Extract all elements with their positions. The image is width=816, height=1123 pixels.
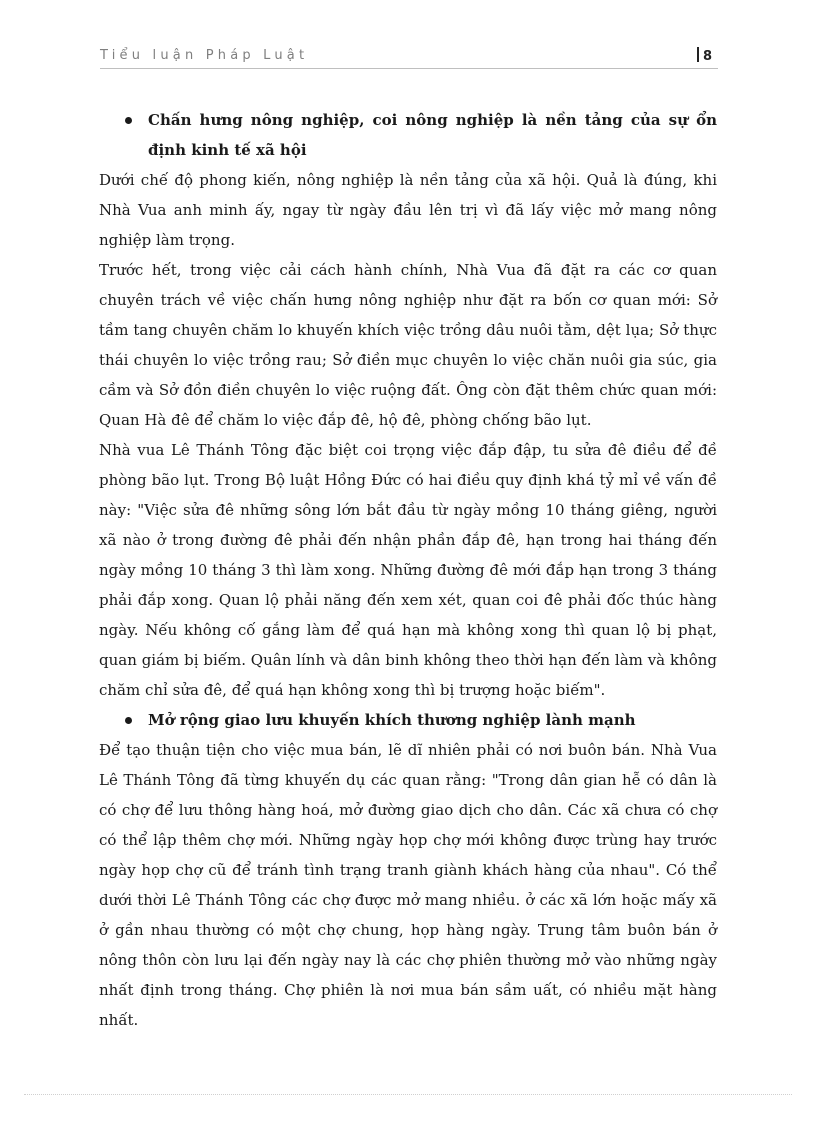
- page-number-value: 8: [702, 49, 712, 64]
- section-heading-text: Chấn hưng nông nghiệp, coi nông nghiệp là nền tảng của sự ổn định kinh tế xã hội: [148, 111, 717, 159]
- page-number-divider: [697, 47, 699, 62]
- page-number: [697, 47, 712, 64]
- paragraph: Nhà vua Lê Thánh Tông đặc biệt coi trọng việc đắp đập, tu sửa đê điều để đề phòng bão lụt. Trong Bộ luật Hồng Đức có hai điều quy định khá tỷ mỉ về vấn đề này: "Việc sửa đê những sông lớn bắt đầu từ ngày mồng 10 tháng giêng, người xã nào ở trong đường đê phải đến nhận phần đắp đê, hạn trong hai tháng đến ngày mồng 10 tháng 3 thì làm xong. Những đường đê mới đắp hạn trong 3 tháng phải đắp xong. Quan lộ phải năng đến xem xét, quan coi đê phải đốc thúc hàng ngày. Nếu không cố gắng làm để quá hạn mà không xong thì quan lộ bị phạt, quan giám bị biếm. Quân lính và dân binh không theo thời hạn đến làm và không chăm chỉ sửa đê, để quá hạn không xong thì bị trượng hoặc biếm".: [99, 441, 717, 699]
- paragraph: Dưới chế độ phong kiến, nông nghiệp là nền tảng của xã hội. Quả là đúng, khi Nhà Vua anh minh ấy, ngay từ ngày đầu lên trị vì đã lấy việc mở mang nông nghiệp làm trọng.: [99, 171, 717, 249]
- section-heading-agriculture: [99, 105, 717, 165]
- document-body: [99, 105, 717, 1035]
- bullet-icon: [125, 117, 132, 124]
- paragraph: Để tạo thuận tiện cho việc mua bán, lẽ dĩ nhiên phải có nơi buôn bán. Nhà Vua Lê Thánh Tông đã từng khuyến dụ các quan rằng: "Trong dân gian hễ có dân là có chợ để lưu thông hàng hoá, mở đường giao dịch cho dân. Các xã chưa có chợ có thể lập thêm chợ mới. Những ngày họp chợ mới không được trùng hay trước ngày họp chợ cũ để tránh tình trạng tranh giành khách hàng của nhau". Có thể dưới thời Lê Thánh Tông các chợ được mở mang nhiều. ở các xã lớn hoặc mấy xã ở gần nhau thường có một chợ chung, họp hàng ngày. Trung tâm buôn bán ở nông thôn còn lưu lại đến ngày nay là các chợ phiên thường mở vào những ngày nhất định trong tháng. Chợ phiên là nơi mua bán sầm uất, có nhiều mặt hàng nhất.: [99, 741, 717, 1029]
- paragraph: Trước hết, trong việc cải cách hành chính, Nhà Vua đã đặt ra các cơ quan chuyên trách về việc chấn hưng nông nghiệp như đặt ra bốn cơ quan mới: Sở tầm tang chuyên chăm lo khuyến khích việc trồng dâu nuôi tằm, dệt lụa; Sở thực thái chuyên lo việc trồng rau; Sở điền mục chuyên lo việc chăn nuôi gia súc, gia cầm và Sở đồn điền chuyên lo việc ruộng đất. Ông còn đặt thêm chức quan mới: Quan Hà đê để chăm lo việc đắp đê, hộ đê, phòng chống bão lụt.: [99, 261, 717, 429]
- footer-divider: [24, 1094, 792, 1095]
- header-title: Tiểu luận Pháp Luật: [100, 48, 309, 63]
- section-heading-text: Mở rộng giao lưu khuyến khích thương nghiệp lành mạnh: [148, 711, 636, 729]
- bullet-icon: [125, 717, 132, 724]
- section-heading-commerce: [99, 705, 717, 735]
- page-header: [100, 46, 718, 69]
